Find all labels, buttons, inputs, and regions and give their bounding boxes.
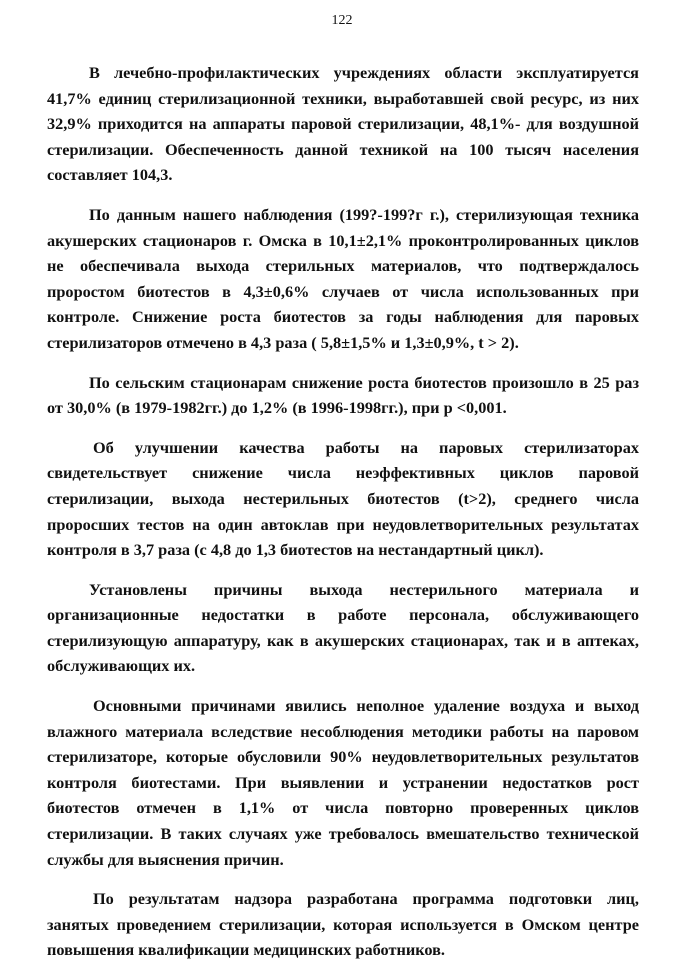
paragraph-sterilization-equipment: В лечебно-профилактических учреждениях области эксплуатируется 41,7% единиц стерилизационной техники, выработавшей свой ресурс, из них 32,9% приходится на аппараты паровой стерилизации, 48,1%- для воздушной стерилизации. Обеспеченность данной техникой на 100 тысяч населения составляет 104,3. <box>47 63 639 185</box>
paragraph-rural-hospitals: По сельским стационарам снижение роста биотестов произошло в 25 раз от 30,0% (в 1979-1982гг.) до 1,2% (в 1996-1998гг.), при p <0,001. <box>47 372 639 418</box>
paragraph-quality-improvement: Об улучшении качества работы на паровых стерилизаторах свидетельствует снижение числа неэффективных циклов паровой стерилизации, выхода нестерильных биотестов (t>2), среднего числа проросших тестов на один автоклав при неудовлетворительных результатах контроля в 3,7 раза (с 4,8 до 1,3 биотестов на нестандартный цикл). <box>47 437 639 560</box>
paragraph-main-causes: Основными причинами явились неполное удаление воздуха и выход влажного материала вследствие несоблюдения методики работы на паровом стерилизаторе, которые обусловили 90% неудовлетворительных результатов контроля биотестами. При выявлении и устранении недостатков рост биотестов отмечен в 1,1% от числа повторно проверенных циклов стерилизации. В таких случаях уже требовалось вмешательство технической службы для выяснения причин. <box>47 696 639 869</box>
page-body <box>47 60 639 963</box>
page-number: 122 <box>331 13 353 28</box>
paragraph-omsk-observation: По данным нашего наблюдения (199?-199?г г.), стерилизующая техника акушерских стационаров г. Омска в 10,1±2,1% проконтролированных циклов не обеспечивала выхода стерильных материалов, что подтверждалось проростом биотестов в 4,3±0,6% случаев от числа использованных при контроле. Снижение роста биотестов за годы наблюдения для паровых стерилизаторов отмечено в 4,3 раза ( 5,8±1,5% и 1,3±0,9%, t > 2). <box>47 204 639 352</box>
paragraph-causes-established: Установлены причины выхода нестерильного материала и организационные недостатки в работе персонала, обслуживающего стерилизующую аппаратуру, как в акушерских стационарах, так и в аптеках, обслуживающих их. <box>47 579 639 676</box>
paragraph-training-program: По результатам надзора разработана программа подготовки лиц, занятых проведением стерилизации, которая используется в Омском центре повышения квалификации медицинских работников. <box>47 889 639 960</box>
